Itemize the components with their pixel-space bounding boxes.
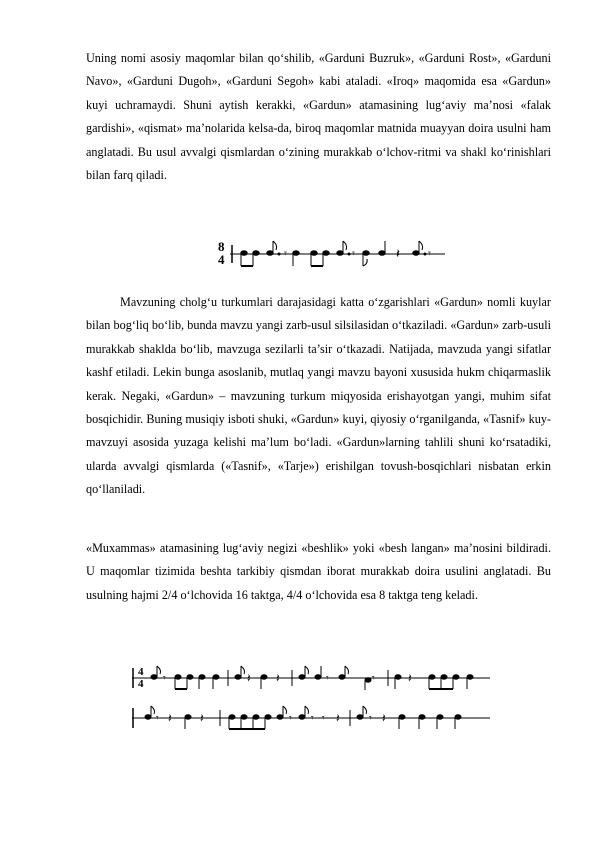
svg-text:𝄾: 𝄾 xyxy=(369,713,372,724)
paragraph-muxammas: «Muxammas» atamasining lugʻaviy negizi «beshlik» yoki «besh langan» ma’nosini bildiradi. U maqomlar tizimida beshta tarkibiy qismdan iborat murakkab doira usulini anglatadi. Bu usulning hajmi 2/4 oʻlchovida 16 taktga, 4/4 oʻlchovida esa 8 taktga teng keladi. xyxy=(86,541,551,602)
svg-text:𝄾: 𝄾 xyxy=(284,248,287,260)
svg-text:𝄾: 𝄾 xyxy=(289,713,292,724)
svg-text:𝄾: 𝄾 xyxy=(326,673,329,684)
svg-text:𝄾: 𝄾 xyxy=(428,248,431,260)
time-signature-numerator: 4 xyxy=(138,666,144,678)
rhythm-notation-muxammas-line-2 xyxy=(132,700,490,736)
svg-text:𝄽: 𝄽 xyxy=(396,246,400,261)
rhythm-notation-gardun xyxy=(218,236,445,272)
svg-text:𝄾: 𝄾 xyxy=(322,713,325,724)
svg-text:𝄽: 𝄽 xyxy=(168,711,172,725)
svg-text:𝄾: 𝄾 xyxy=(163,673,166,684)
svg-text:𝄾: 𝄾 xyxy=(372,673,375,684)
svg-text:𝄽: 𝄽 xyxy=(408,671,412,685)
time-signature-denominator: 4 xyxy=(138,678,144,690)
svg-text:𝄾: 𝄾 xyxy=(311,713,314,724)
svg-text:𝄽: 𝄽 xyxy=(382,711,386,725)
svg-text:𝄽: 𝄽 xyxy=(336,711,340,725)
paragraph-gardun-intro: Uning nomi asosiy maqomlar bilan qoʻshilib, «Garduni Buzruk», «Garduni Rost», «Garduni Navo», «Garduni Dugoh», «Garduni Segoh» kabi ataladi. «Iroq» maqomida esa «Gardun» kuyi uchramaydi. Shuni aytish kerakki, «Gardun» atamasining lugʻaviy ma’nosi «falak gardishi», «qismat» ma’nolarida kelsa-da, biroq maqomlar matnida muayyan doira usulni ham anglatadi. Bu usul avvalgi qismlardan oʻzining murakkab oʻlchov-ritmi va shakl koʻrinishlari bilan farq qiladi. xyxy=(86,51,551,183)
svg-text:𝄽: 𝄽 xyxy=(247,671,251,685)
time-signature-numerator: 8 xyxy=(218,239,225,254)
svg-text:𝄽: 𝄽 xyxy=(200,711,204,725)
svg-text:𝄽: 𝄽 xyxy=(276,671,280,685)
svg-text:𝄾: 𝄾 xyxy=(156,713,159,724)
svg-text:𝄾: 𝄾 xyxy=(352,248,355,260)
rhythm-notation-muxammas-line-1 xyxy=(132,660,490,696)
paragraph-gardun-theme: Mavzuning cholgʻu turkumlari darajasidagi katta oʻzgarishlari «Gardun» nomli kuylar bilan bogʻliq boʻlib, bunda mavzu yangi zarb-usul silsilasidan oʻtkaziladi. «Gardun» zarb-usuli murakkab shaklda boʻlib, mavzuga sezilarli ta’sir oʻtkazadi. Natijada, mavzuda yangi sifatlar kashf etiladi. Lekin bunga asoslanib, mutlaq yangi mavzu bayoni xususida hukm chiqarmaslik kerak. Negaki, «Gardun» – mavzuning turkum miqyosida erishayotgan yangi, muhim sifat bosqichidir. Buning musiqiy isboti shuki, «Gardun» kuyi, qiyosiy oʻrganilganda, «Tasnif» kuy-mavzuyi asosida yuzaga kelishi ma’lum boʻladi. «Gardun»larning tahlili shuni koʻrsatadiki, ularda avvalgi qismlarda («Tasnif», «Tarje») erishilgan tovush-bosqichlari nisbatan erkin qoʻllaniladi. xyxy=(86,295,551,497)
time-signature-denominator: 4 xyxy=(218,252,225,267)
